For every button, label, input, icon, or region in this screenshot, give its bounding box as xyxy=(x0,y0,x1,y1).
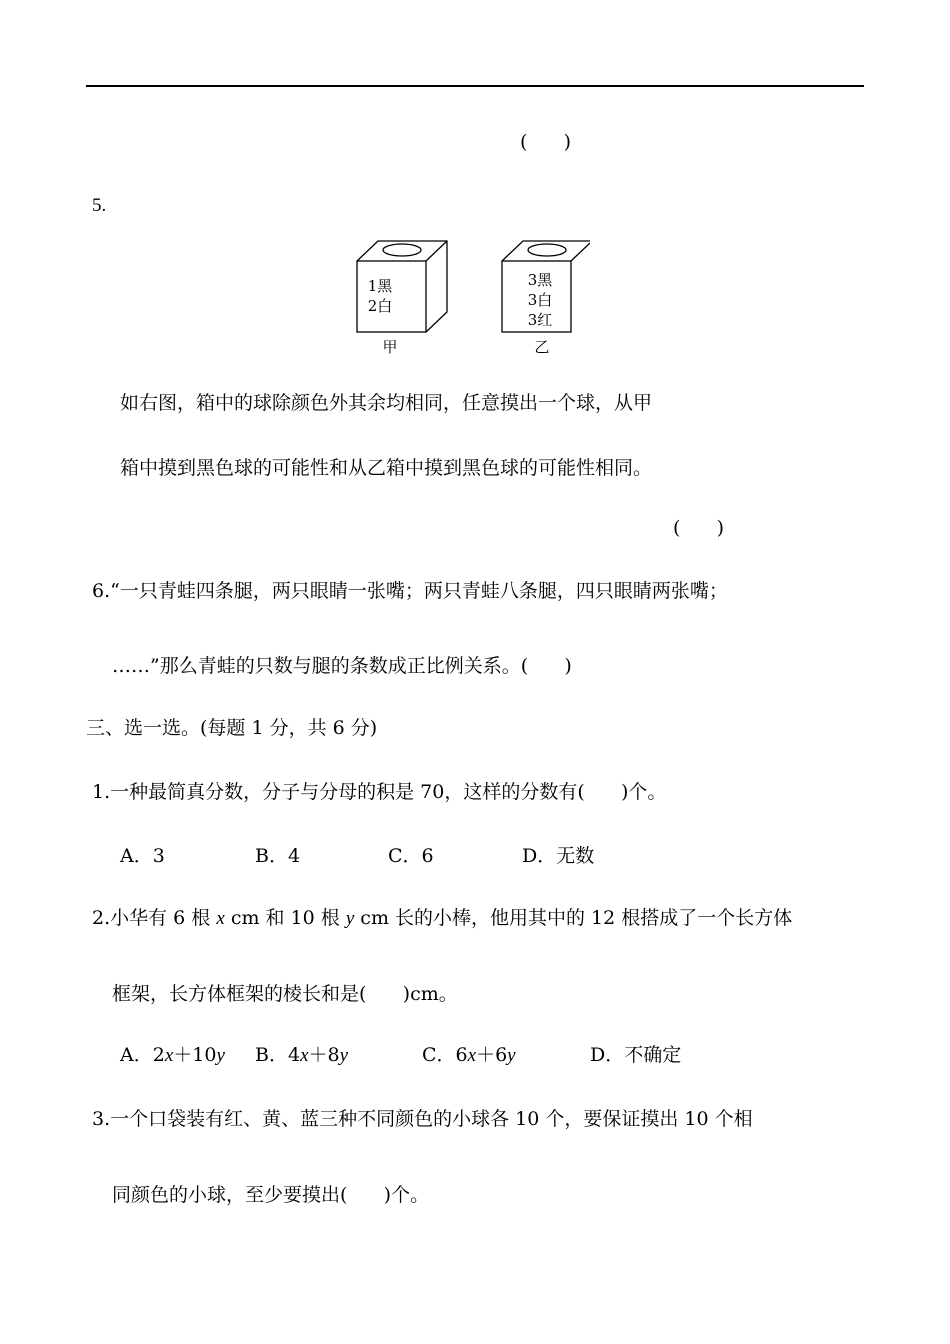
s3-q3-text-line2: 同颜色的小球，至少要摸出( )个。 xyxy=(112,1184,430,1206)
s3-q2-text-line1 xyxy=(92,906,792,931)
coef: 6 xyxy=(455,1044,468,1066)
s3-q1-text: 1.一种最简真分数，分子与分母的积是 70，这样的分数有( )个。 xyxy=(92,781,667,803)
q6-text-line2: ……”那么青蛙的只数与腿的条数成正比例关系。( ) xyxy=(112,655,572,677)
option-prefix: D． xyxy=(590,1044,625,1066)
coef: 2 xyxy=(152,1044,165,1066)
text-part: cm 长的小棒，他用其中的 12 根搭成了一个长方体 xyxy=(354,907,793,929)
option-text: 不确定 xyxy=(624,1044,682,1066)
header-rule xyxy=(86,85,864,87)
coef: ＋10 xyxy=(173,1044,217,1066)
prev-question-answer-blank: ( ) xyxy=(520,131,572,153)
box-b-label: 乙 xyxy=(534,338,550,356)
s3-q1-option-c: C．6 xyxy=(388,845,434,867)
var-y: y xyxy=(339,1045,349,1066)
text-part: 2.小华有 6 根 xyxy=(92,907,217,929)
var-y: y xyxy=(216,1045,225,1066)
text-part: cm 和 10 根 xyxy=(224,907,346,929)
q5-number: 5. xyxy=(92,195,107,216)
s3-q2-option-d xyxy=(590,1043,681,1067)
section3-heading: 三、选一选。(每题 1 分，共 6 分) xyxy=(86,717,378,739)
option-prefix: A． xyxy=(120,1044,153,1066)
coef: ＋6 xyxy=(476,1044,508,1066)
s3-q3-text-line1: 3.一个口袋装有红、黄、蓝三种不同颜色的小球各 10 个，要保证摸出 10 个相 xyxy=(92,1108,753,1130)
var-y: y xyxy=(345,908,355,929)
q5-answer-blank: ( ) xyxy=(673,517,725,539)
var-y: y xyxy=(507,1045,516,1066)
box-a-black: 1黑 xyxy=(367,277,393,295)
box-a-contents xyxy=(360,276,400,316)
box-b-contents xyxy=(520,270,560,330)
q5-text-line1: 如右图，箱中的球除颜色外其余均相同，任意摸出一个球，从甲 xyxy=(120,392,653,414)
var-x: x xyxy=(216,908,225,929)
box-a-label: 甲 xyxy=(382,338,398,356)
s3-q2-option-a xyxy=(120,1043,225,1068)
q6-text-line1: 6.“一只青蛙四条腿，两只眼睛一张嘴；两只青蛙八条腿，四只眼睛两张嘴； xyxy=(92,580,728,602)
var-x: x xyxy=(467,1045,477,1066)
box-b-white: 3白 xyxy=(527,291,553,309)
s3-q2-option-c xyxy=(422,1043,516,1068)
option-prefix: B． xyxy=(255,1044,288,1066)
s3-q2-option-b xyxy=(255,1043,348,1068)
option-prefix: C． xyxy=(422,1044,456,1066)
coef: 4 xyxy=(287,1044,301,1066)
box-b-black: 3黑 xyxy=(527,271,553,289)
box-a-white: 2白 xyxy=(367,297,393,315)
s3-q2-text-line2: 框架，长方体框架的棱长和是( )cm。 xyxy=(112,983,458,1005)
q5-text-line2: 箱中摸到黑色球的可能性和从乙箱中摸到黑色球的可能性相同。 xyxy=(120,457,653,479)
s3-q1-option-a: A．3 xyxy=(120,845,165,867)
s3-q1-option-b: B．4 xyxy=(255,845,301,867)
box-b-red: 3红 xyxy=(527,311,553,329)
coef: ＋8 xyxy=(308,1044,340,1066)
s3-q1-option-d: D．无数 xyxy=(522,845,595,867)
var-x: x xyxy=(300,1045,309,1066)
var-x: x xyxy=(164,1045,174,1066)
